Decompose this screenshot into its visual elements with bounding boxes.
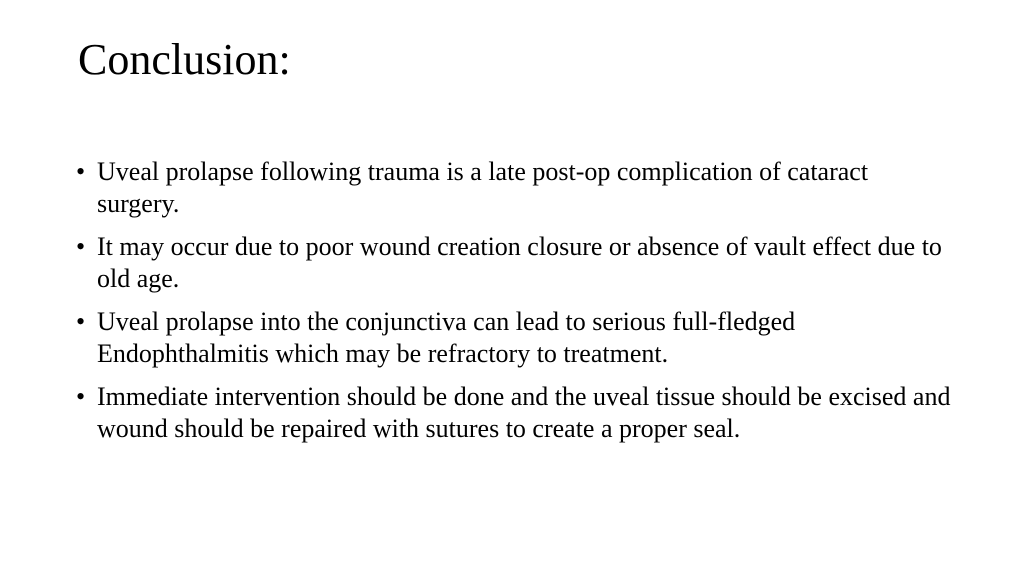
bullet-dot-icon: • bbox=[76, 157, 86, 186]
bullet-item bbox=[76, 381, 956, 445]
bullet-dot-icon: • bbox=[76, 307, 86, 336]
bullet-item bbox=[76, 156, 956, 220]
bullet-dot-icon: • bbox=[76, 382, 86, 411]
bullet-text: It may occur due to poor wound creation closure or absence of vault effect due to old age. bbox=[97, 232, 942, 293]
bullet-list bbox=[76, 156, 956, 456]
bullet-item bbox=[76, 231, 956, 295]
bullet-text: Uveal prolapse following trauma is a late post-op complication of cataract surgery. bbox=[97, 157, 869, 218]
bullet-item bbox=[76, 306, 956, 370]
slide-title: Conclusion: bbox=[78, 35, 291, 84]
bullet-dot-icon: • bbox=[76, 232, 86, 261]
bullet-text: Immediate intervention should be done and the uveal tissue should be excised and wound should be repaired with sutures to create a proper seal. bbox=[97, 382, 951, 443]
bullet-text: Uveal prolapse into the conjunctiva can lead to serious full-fledged Endophthalmitis which may be refractory to treatment. bbox=[97, 307, 796, 368]
